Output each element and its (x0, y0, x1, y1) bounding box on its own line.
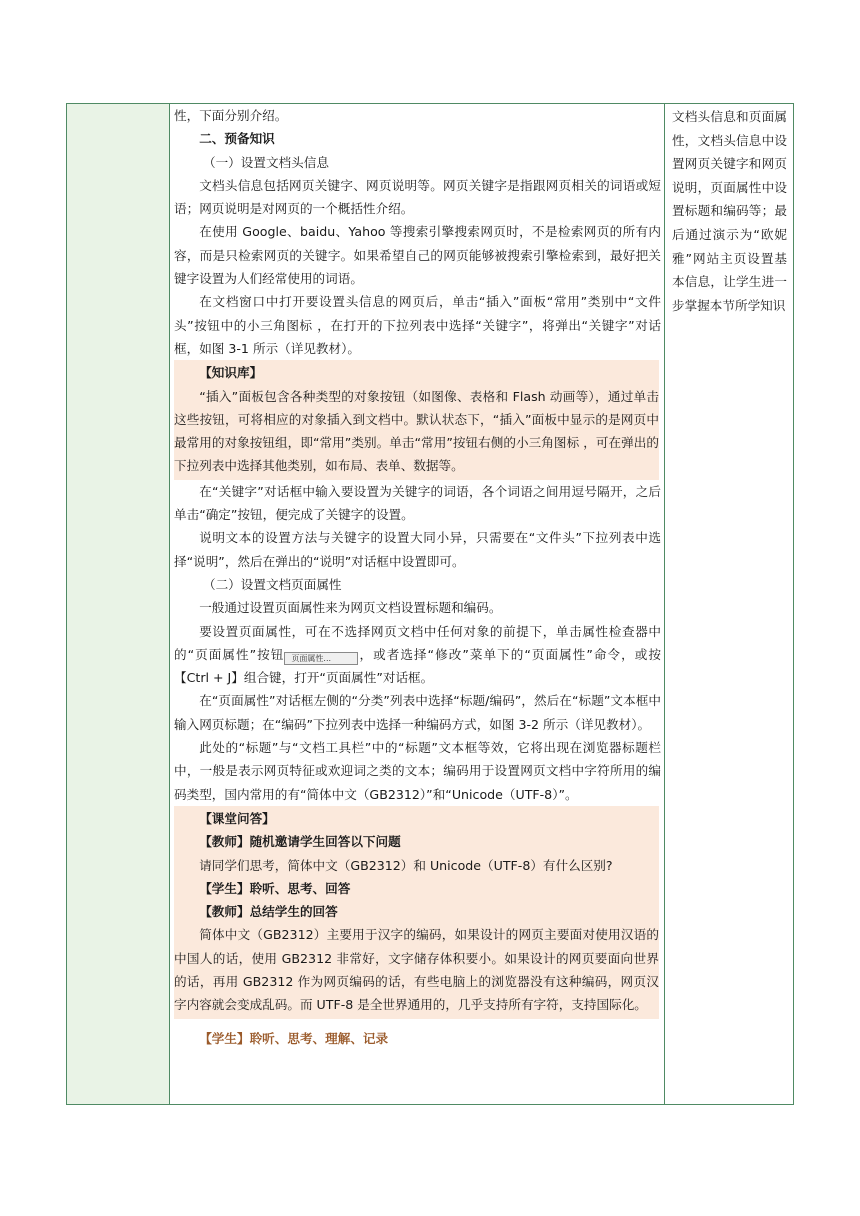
qa-teacher-prompt: 【教师】随机邀请学生回答以下问题 (199, 834, 401, 850)
left-column (67, 104, 170, 1104)
subheading-1: （一）设置文档头信息 (202, 154, 329, 170)
qa-question: 请同学们思考，简体中文（GB2312）和 Unicode（UTF-8）有什么区别? (199, 857, 613, 873)
lesson-table (66, 103, 794, 1105)
qa-student-action: 【学生】聆听、思考、回答 (199, 880, 351, 896)
right-column (665, 104, 793, 1104)
section-heading: 二、预备知识 (199, 131, 275, 147)
qa-teacher-summary: 【教师】总结学生的回答 (199, 904, 338, 920)
paragraph-5: 说明文本的设置方法与关键字的设置大同小异，只需要在“文件头”下拉列表中选择“说明”，然后在弹出的“说明”对话框中设置即可。 (174, 530, 661, 569)
qa-box (174, 806, 659, 1019)
knowledge-box (174, 360, 659, 479)
subheading-2: （二）设置文档页面属性 (202, 576, 342, 592)
main-column (170, 104, 665, 1104)
paragraph-7 (174, 620, 661, 690)
page-properties-button-image: 页面属性... (284, 652, 358, 665)
paragraph-8: 在“页面属性”对话框左侧的“分类”列表中选择“标题/编码”，然后在“标题”文本框中输入网页标题；在“编码”下拉列表中选择一种编码方式，如图 3-2 所示（详见教材）。 (174, 693, 661, 732)
paragraph-3: 在文档窗口中打开要设置头信息的网页后，单击“插入”面板“常用”类别中“文件头”按钮中的小三角图标 ，在打开的下拉列表中选择“关键字”，将弹出“关键字”对话框，如图 3-1 所示（详见教材）。 (174, 294, 661, 356)
knowledge-title: 【知识库】 (199, 365, 263, 381)
qa-answer: 简体中文（GB2312）主要用于汉字的编码，如果设计的网页主要面对使用汉语的中国人的话，使用 GB2312 非常好，文字储存体积要小。如果设计的网页要面向世界的话，再用 GB2312 作为网页编码的话，有些电脑上的浏览器没有这种编码，网页汉字内容就会变成乱码。而 UTF-8 是全世界通用的，几乎支持所有字符，支持国际化。 (174, 927, 659, 1013)
intro-line: 性，下面分别介绍。 (174, 108, 288, 123)
teaching-note: 文档头信息和页面属性，文档头信息中设置网页关键字和网页说明，页面属性中设置标题和编码等；最后通过演示为“欧妮雅”网站主页设置基本信息，让学生进一步掌握本节所学知识 (672, 109, 787, 313)
student-activity-footer: 【学生】聆听、思考、理解、记录 (199, 1030, 389, 1046)
paragraph-1: 文档头信息包括网页关键字、网页说明等。网页关键字是指跟网页相关的词语或短语；网页说明是对网页的一个概括性介绍。 (174, 177, 661, 217)
qa-title: 【课堂问答】 (199, 810, 275, 826)
knowledge-text: “插入”面板包含各种类型的对象按钮（如图像、表格和 Flash 动画等），通过单击这些按钮，可将相应的对象插入到文档中。默认状态下，“插入”面板中显示的是网页中最常用的对象按钮组，即“常用”类别。单击“常用”按钮右侧的小三角图标 ，可在弹出的下拉列表中选择其他类别，如布局、表单、数据等。 (174, 388, 659, 474)
paragraph-2: 在使用 Google、baidu、Yahoo 等搜索引擎搜索网页时，不是检索网页的所有内容，而是只检索网页的关键字。如果希望自己的网页能够被搜索引擎检索到，最好把关键字设置为人们经常使用的词语。 (174, 224, 661, 287)
paragraph-9: 此处的“标题”与“文档工具栏”中的“标题”文本框等效，它将出现在浏览器标题栏中，一般是表示网页特征或欢迎词之类的文本；编码用于设置网页文档中字符所用的编码类型，国内常用的有“简体中文（GB2312）”和“Unicode（UTF-8）”。 (174, 740, 661, 802)
paragraph-6: 一般通过设置页面属性来为网页文档设置标题和编码。 (199, 600, 502, 616)
paragraph-4: 在“关键字”对话框中输入要设置为关键字的词语，各个词语之间用逗号隔开，之后单击“确定”按钮，便完成了关键字的设置。 (174, 483, 661, 523)
paragraph-7-part-a: 要设置页面属性，可在不选择网页文档中任何对象的前提下，单击属性检查器中的“页面属性”按钮 (174, 623, 661, 662)
paragraph-7-part-b: ，或者选择“修改”菜单下的“页面属性”命令，或按【Ctrl + J】组合键，打开“页面属性”对话框。 (174, 646, 661, 686)
